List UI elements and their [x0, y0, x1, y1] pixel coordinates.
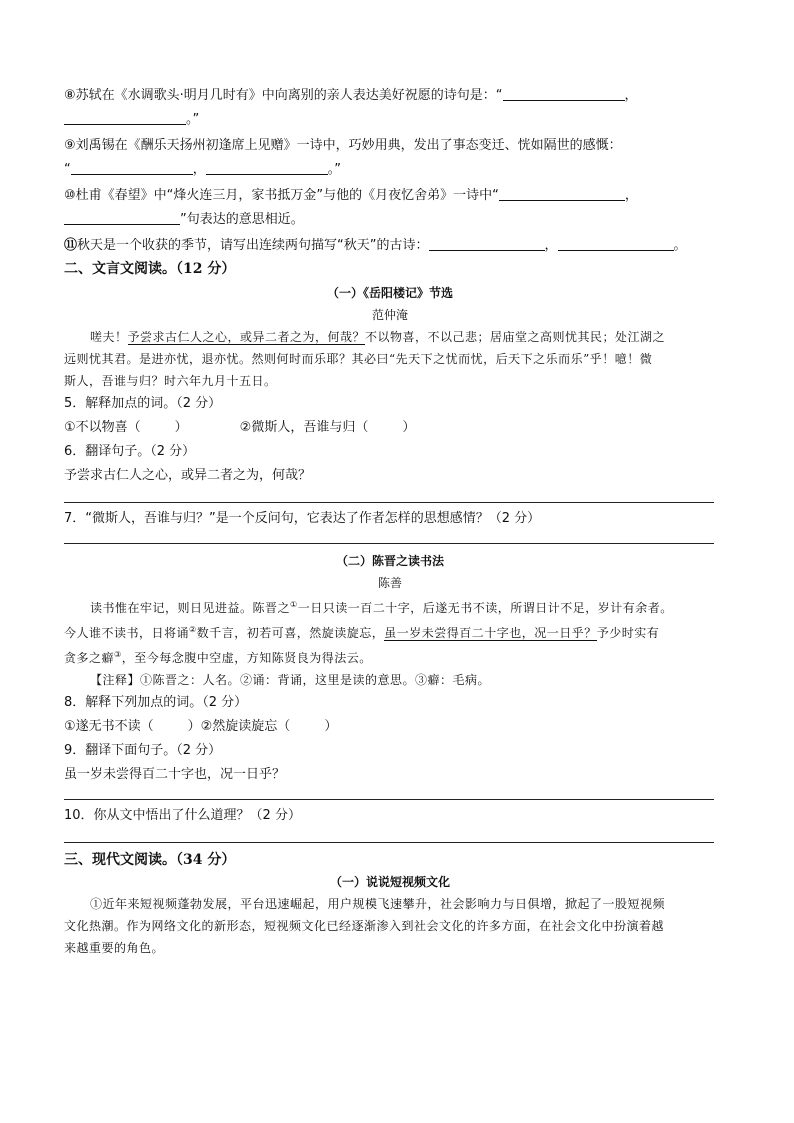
section-heading-modern: 三、现代文阅读。（34 分） [64, 852, 236, 868]
fill-question-8: ⑧苏轼在《水调歌头·明月几时有》中向离别的亲人表达美好祝愿的诗句是：“ ， [64, 88, 638, 103]
answer-blank[interactable] [64, 110, 186, 125]
q10-text: ⑩杜甫《春望》中“烽火连三月，家书抵万金”与他的《月夜忆舍弟》一诗中“ [64, 188, 499, 203]
passage-title-short-video: （一）说说短视频文化 [329, 875, 450, 889]
question-7: 7．“微斯人，吾谁与归？”是一个反问句，它表达了作者怎样的思想感情？（2 分） [64, 511, 541, 526]
question-6-sentence: 予尝求古仁人之心，或异二者之为，何哉？ [64, 468, 312, 483]
question-5-items: ①不以物喜（ ） ②微斯人，吾谁与归（ ） [64, 420, 416, 435]
passage-title-yueyanglou: （一）《岳阳楼记》节选 [326, 286, 453, 300]
answer-line[interactable] [64, 543, 714, 544]
fill-question-9 [64, 136, 716, 156]
underlined-sentence: 虽一岁未尝得百二十字也，况一日乎？ [384, 626, 597, 640]
fill-question-8-cont: 。” [64, 110, 716, 130]
fill-question-10: ⑩杜甫《春望》中“烽火连三月，家书抵万金”与他的《月夜忆舍弟》一诗中“ ， [64, 188, 638, 203]
passage-text: ①近年来短视频蓬勃发展，平台迅速崛起，用户规模飞速攀升，社会影响力与日俱增，掀起了一股短视频 [90, 897, 666, 911]
question-9: 9．翻译下面句子。（2 分） [64, 743, 222, 758]
answer-blank[interactable] [499, 186, 625, 201]
passage-title-chenjinzhi: （二）陈晋之读书法 [335, 554, 444, 568]
passage-note: 【注释】①陈晋之：人名。②诵：背诵，这里是读的意思。③癖：毛病。 [90, 673, 491, 687]
passage-text: 今人谁不读书，日将诵②数千言，初若可喜，然旋读旋忘，虽一岁未尝得百二十字也，况一日乎？予少时实有 [64, 625, 660, 640]
passage-text: 嗟夫！予尝求古仁人之心，或异二者之为，何哉？不以物喜，不以己悲；居庙堂之高则忧其民；处江湖之 [90, 330, 666, 344]
answer-blank[interactable] [558, 236, 674, 251]
question-9-sentence: 虽一岁未尝得百二十字也，况一日乎？ [64, 767, 286, 782]
fill-question-10-cont: ”句表达的意思相近。 [64, 210, 716, 230]
passage-text: 来越重要的角色。 [64, 941, 165, 955]
exam-page [64, 86, 716, 959]
passage-text: 远则忧其君。是进亦忧，退亦忧。然则何时而乐耶？其必曰“先天下之忧而忧，后天下之乐而乐”乎！噫！微 [64, 352, 653, 366]
answer-line[interactable] [64, 799, 714, 800]
passage-text: 斯人，吾谁与归？时六年九月十五日。 [64, 374, 277, 388]
question-6: 6．翻译句子。（2 分） [64, 444, 196, 459]
answer-blank[interactable] [64, 210, 180, 225]
answer-blank[interactable] [503, 86, 625, 101]
question-8: 8．解释下列加点的词。（2 分） [64, 695, 248, 710]
section-heading-classical: 二、文言文阅读。（12 分） [64, 261, 236, 277]
fill-question-11: ⑪秋天是一个收获的季节，请写出连续两句描写“秋天”的古诗： ， 。 [64, 238, 687, 253]
underlined-sentence: 予尝求古仁人之心，或异二者之为，何哉？ [127, 330, 366, 344]
q8-text: ⑧苏轼在《水调歌头·明月几时有》中向离别的亲人表达美好祝愿的诗句是：“ [64, 88, 503, 103]
q11-text: 秋天是一个收获的季节，请写出连续两句描写“秋天”的古诗： [77, 238, 429, 253]
q9-text: ⑨刘禹锡在《酬乐天扬州初逢席上见赠》一诗中，巧妙用典，发出了事态变迁、恍如隔世的感慨： [64, 138, 622, 153]
passage-text: 贪多之癖③，至今每念腹中空虚，方知陈贤良为得法云。 [64, 650, 372, 665]
question-8-items: ①遂无书不读（ ）②然旋读旋忘（ ） [64, 719, 338, 734]
question-5: 5．解释加点的词。（2 分） [64, 396, 222, 411]
answer-line[interactable] [64, 502, 714, 503]
question-10: 10．你从文中悟出了什么道理？（2 分） [64, 808, 301, 823]
passage-author: 陈善 [377, 576, 402, 590]
answer-blank[interactable] [429, 236, 545, 251]
passage-text: 读书惟在牢记，则日见进益。陈晋之①一日只读一百二十字，后遂无书不读，所谓日计不足，岁计有余者。 [90, 600, 673, 615]
answer-blank[interactable] [71, 160, 193, 175]
fill-question-9-cont: “ ， 。” [64, 162, 342, 177]
passage-author: 范仲淹 [371, 308, 408, 322]
answer-line[interactable] [64, 842, 714, 843]
answer-blank[interactable] [206, 160, 328, 175]
passage-text: 文化热潮。作为网络文化的新形态，短视频文化已经逐渐渗入到社会文化的许多方面，在社会文化中扮演着越 [64, 919, 665, 933]
